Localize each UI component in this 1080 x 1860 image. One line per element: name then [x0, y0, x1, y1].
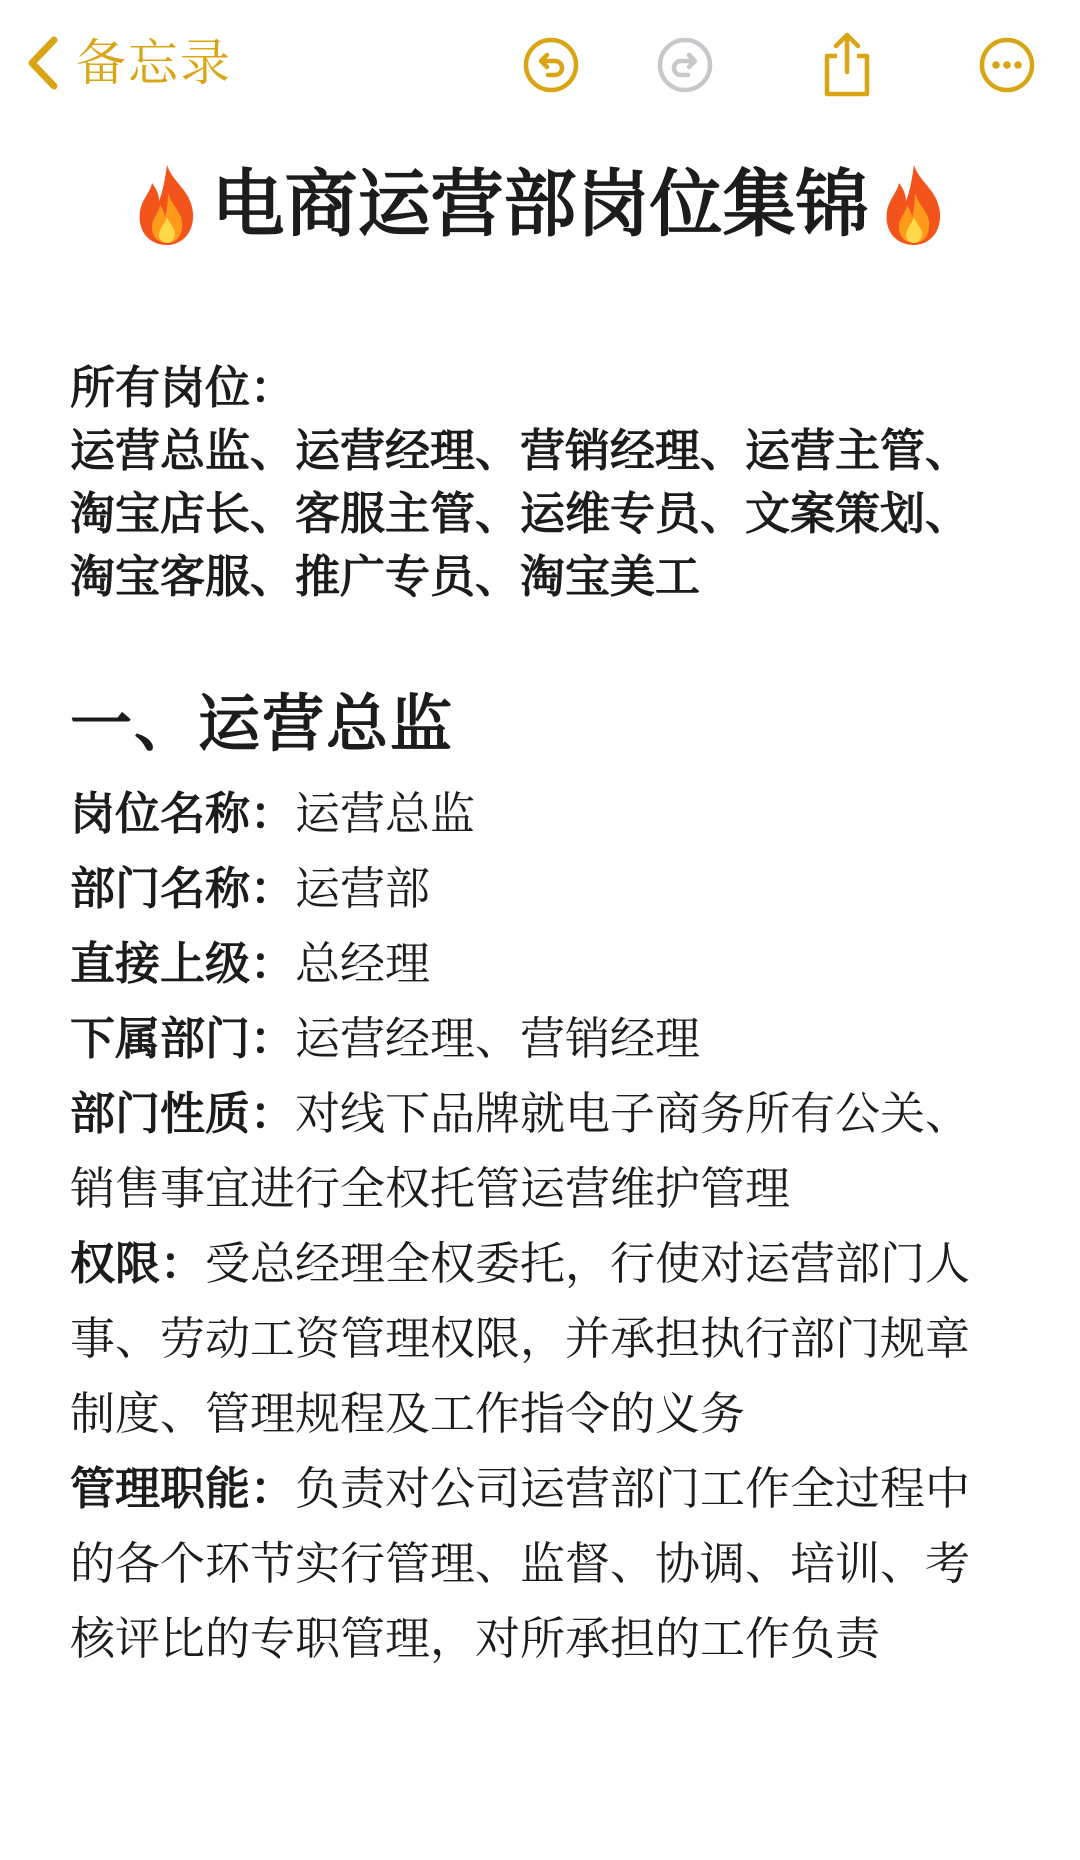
back-button-label: 备忘录: [76, 34, 232, 92]
field-key: 下属部门：: [70, 1012, 296, 1065]
field-supervisor: [70, 926, 1010, 1001]
job-fields: [70, 776, 1010, 1676]
field-value: 受总经理全权委托，行使对运营部门人事、劳动工资管理权限，并承担执行部门规章制度、管理规程及工作指令的义务: [70, 1237, 971, 1440]
chevron-left-icon: [22, 32, 62, 94]
field-nature: [70, 1076, 1010, 1226]
field-value: 对线下品牌就电子商务所有公关、销售事宜进行全权托管运营维护管理: [70, 1087, 971, 1215]
all-positions-block: [70, 356, 1010, 608]
positions-label: 所有岗位：: [70, 361, 296, 414]
undo-icon: [522, 36, 580, 94]
field-department: [70, 851, 1010, 926]
field-value: 运营经理、营销经理: [295, 1012, 701, 1065]
field-key: 管理职能：: [70, 1462, 296, 1515]
field-key: 部门性质：: [70, 1087, 296, 1140]
field-authority: [70, 1226, 1010, 1451]
field-subordinates: [70, 1001, 1010, 1076]
note-title: 电商运营部岗位集锦: [211, 162, 869, 247]
field-job-title: [70, 776, 1010, 851]
undo-button[interactable]: [516, 30, 586, 100]
field-value: 运营部: [295, 862, 431, 915]
redo-button[interactable]: [650, 30, 720, 100]
field-key: 直接上级：: [70, 937, 296, 990]
more-options-button[interactable]: [972, 30, 1042, 100]
note-title-row: [70, 140, 1010, 270]
field-key: 权限：: [70, 1237, 206, 1290]
field-key: 岗位名称：: [70, 787, 296, 840]
back-button[interactable]: [22, 32, 232, 94]
share-button[interactable]: [812, 30, 882, 100]
field-value: 运营总监: [295, 787, 476, 840]
share-icon: [817, 30, 877, 100]
fire-icon: [132, 163, 202, 247]
section-heading: 一、运营总监: [70, 687, 455, 760]
fire-icon: [879, 163, 949, 247]
navigation-bar: [0, 0, 1080, 130]
field-value: 总经理: [295, 937, 431, 990]
redo-icon: [656, 36, 714, 94]
field-key: 部门名称：: [70, 862, 296, 915]
field-management-function: [70, 1451, 1010, 1676]
positions-list: 运营总监、运营经理、营销经理、运营主管、淘宝店长、客服主管、运维专员、文案策划、淘宝客服、推广专员、淘宝美工: [70, 424, 971, 603]
more-icon: [978, 36, 1036, 94]
note-body[interactable]: [70, 140, 1010, 1676]
field-value: 负责对公司运营部门工作全过程中的各个环节实行管理、监督、协调、培训、考核评比的专职管理，对所承担的工作负责: [70, 1462, 971, 1665]
